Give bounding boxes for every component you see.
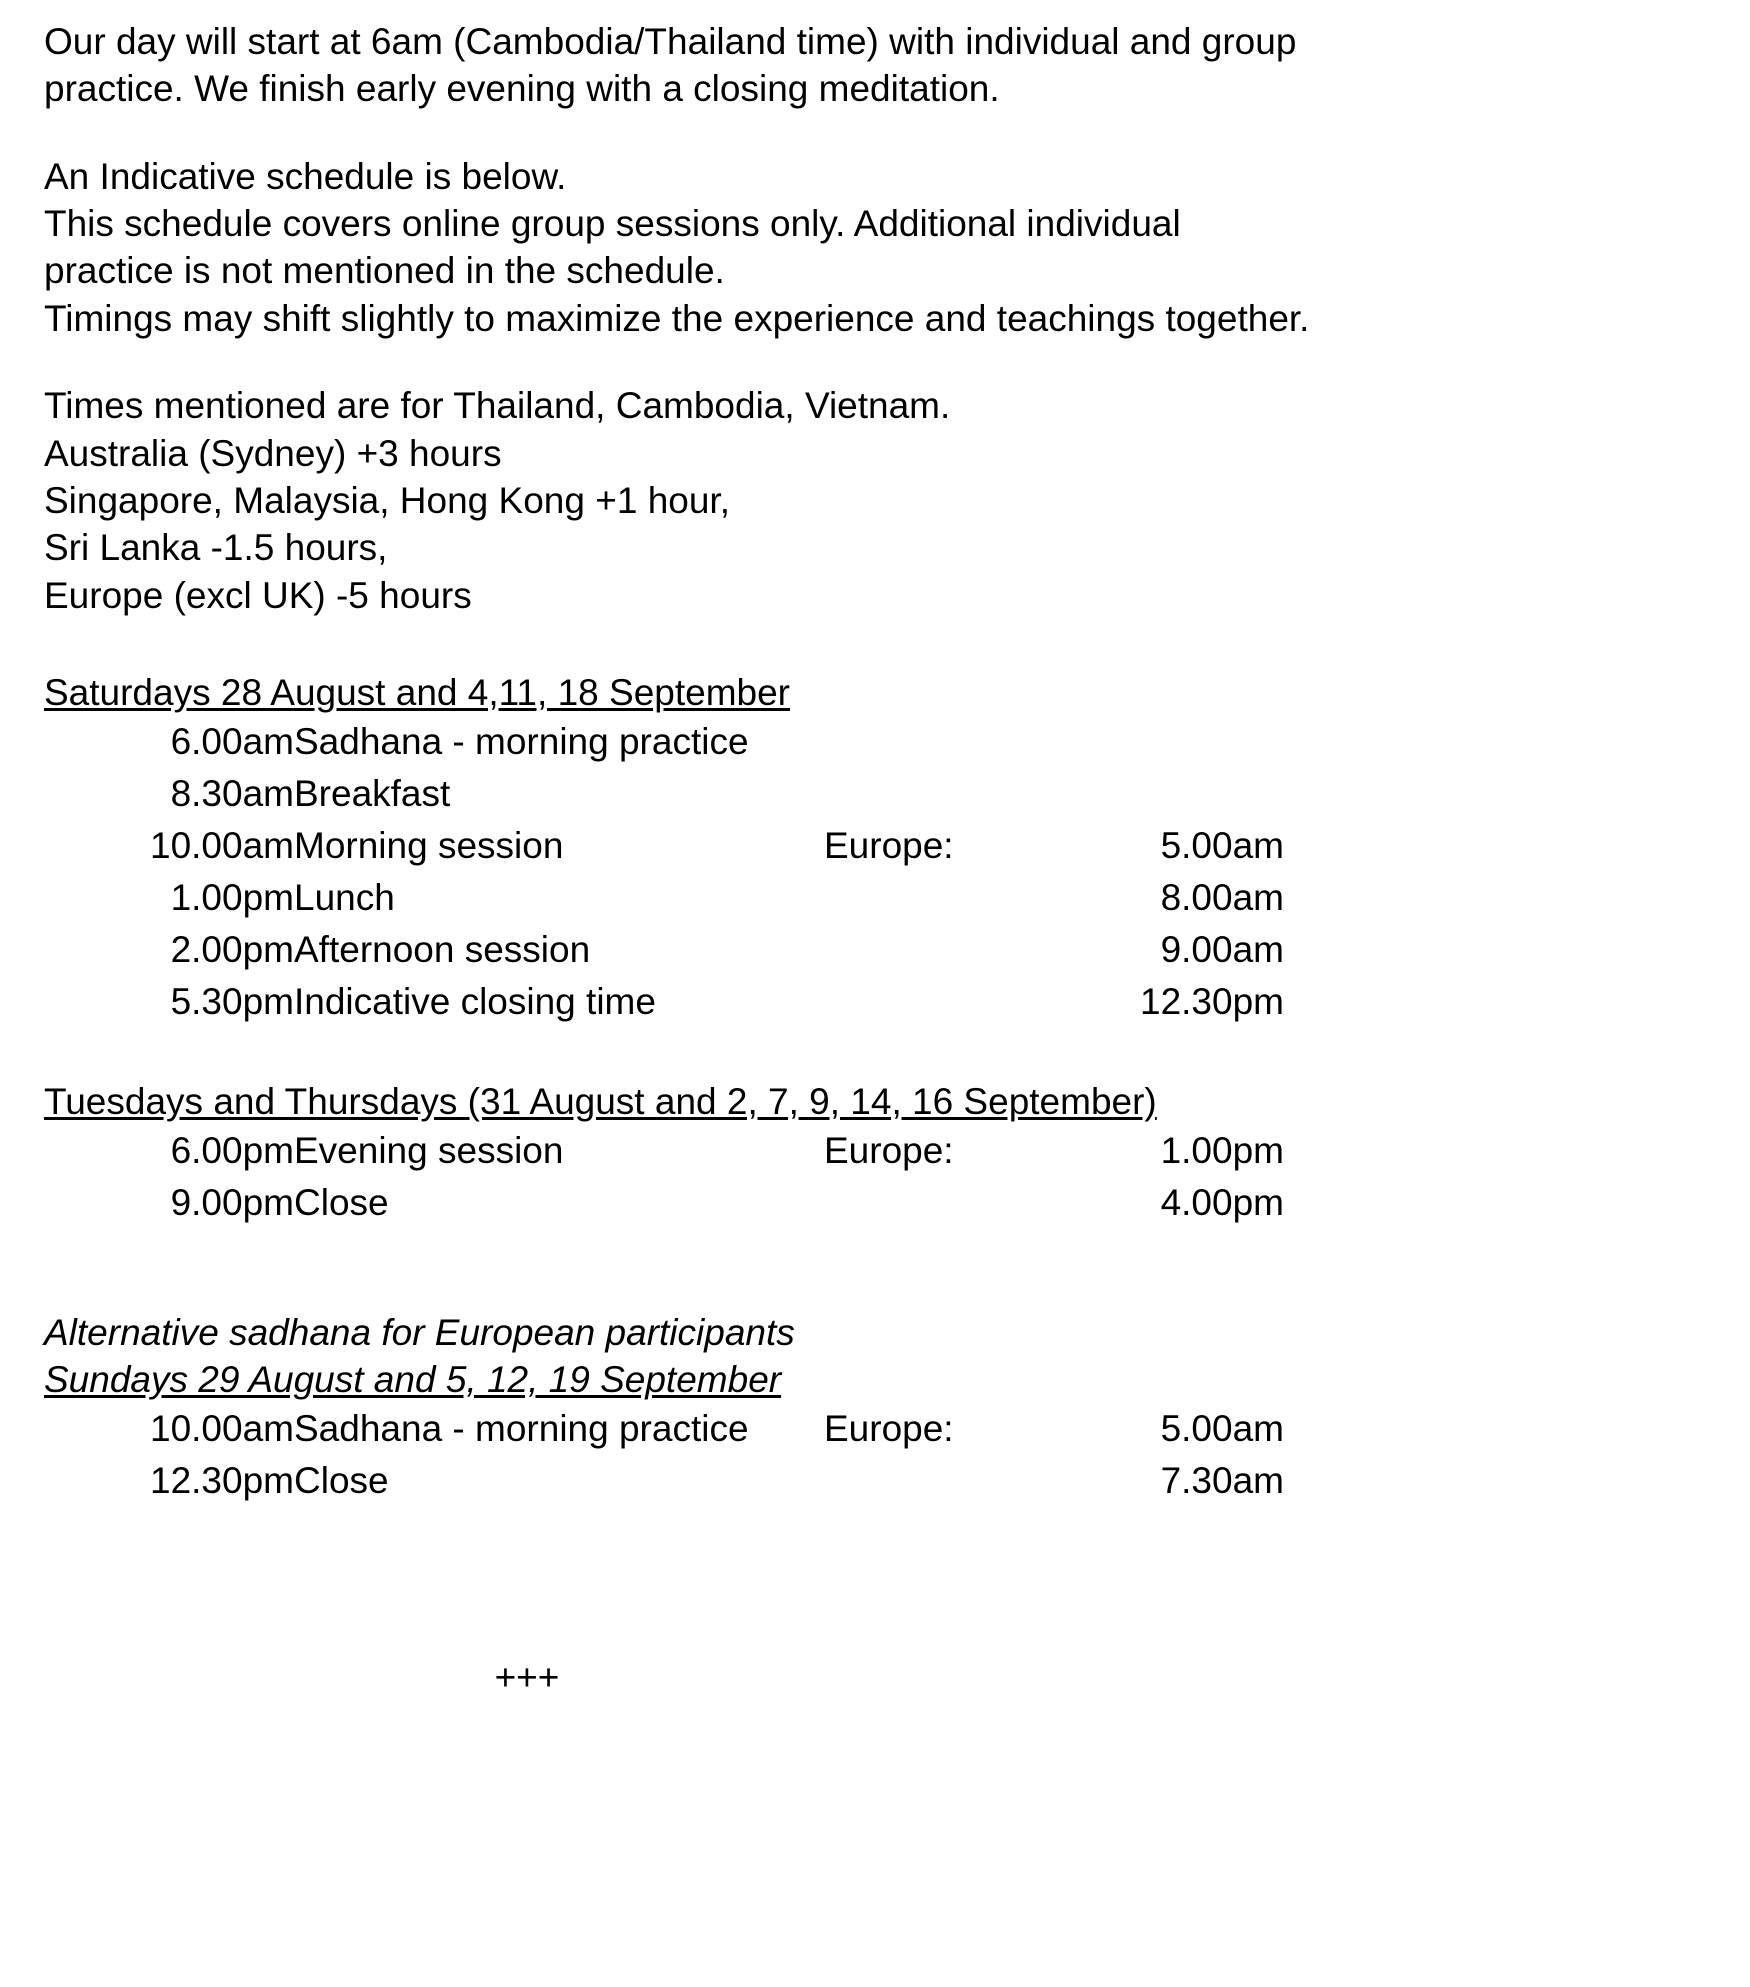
saturdays-heading: Saturdays 28 August and 4,11, 18 September	[44, 671, 790, 713]
alternative-heading-wrap	[44, 1356, 1710, 1403]
row-europe-label	[824, 872, 1054, 924]
row-activity: Morning session	[294, 825, 564, 867]
timezone-line-5: Europe (excl UK) -5 hours	[44, 574, 472, 616]
row-time: 10.00am	[150, 1408, 294, 1450]
saturdays-heading-wrap	[44, 669, 1710, 716]
row-activity: Breakfast	[294, 773, 451, 815]
alternative-schedule-table	[44, 1403, 1284, 1507]
row-europe-label: Europe:	[824, 1408, 954, 1450]
row-europe-label: Europe:	[824, 825, 954, 867]
row-activity: Indicative closing time	[294, 980, 656, 1022]
table-row	[44, 820, 1284, 872]
row-time: 2.00pm	[170, 928, 294, 970]
intro-line-5: practice is not mentioned in the schedule.	[44, 250, 725, 292]
row-activity: Evening session	[294, 1129, 564, 1171]
saturdays-schedule-table	[44, 716, 1284, 1027]
timezone-line-4: Sri Lanka -1.5 hours,	[44, 527, 388, 569]
row-europe-time: 5.00am	[1160, 1408, 1284, 1450]
table-row	[44, 768, 1284, 820]
table-row	[44, 716, 1284, 768]
row-europe-time	[1054, 716, 1284, 768]
table-row	[44, 1455, 1284, 1507]
tuesthurs-schedule-table	[44, 1125, 1284, 1229]
row-time: 10.00am	[150, 825, 294, 867]
tuesthurs-heading-wrap	[44, 1078, 1710, 1125]
timezone-line-3: Singapore, Malaysia, Hong Kong +1 hour,	[44, 479, 730, 521]
row-europe-label	[824, 924, 1054, 976]
intro-line-3: An Indicative schedule is below.	[44, 155, 567, 197]
row-europe-time	[1054, 768, 1284, 820]
table-row	[44, 924, 1284, 976]
row-europe-label	[824, 1455, 1054, 1507]
intro-line-1: Our day will start at 6am (Cambodia/Thailand time) with individual and group	[44, 21, 1297, 62]
row-europe-time: 8.00am	[1160, 876, 1284, 918]
spacer	[44, 1269, 1710, 1309]
row-europe-label	[824, 976, 1054, 1028]
row-europe-time: 12.30pm	[1140, 980, 1284, 1022]
row-time: 12.30pm	[150, 1460, 294, 1502]
row-activity: Sadhana - morning practice	[294, 1408, 749, 1450]
spacer	[44, 1028, 1710, 1068]
row-europe-time: 9.00am	[1160, 928, 1284, 970]
row-activity: Close	[294, 1181, 389, 1223]
row-time: 6.00am	[170, 721, 294, 763]
alternative-note: Alternative sadhana for European participants	[44, 1311, 795, 1353]
spacer	[44, 342, 1710, 382]
row-activity: Sadhana - morning practice	[294, 721, 749, 763]
row-activity: Afternoon session	[294, 928, 591, 970]
row-time: 9.00pm	[170, 1181, 294, 1223]
table-row	[44, 1177, 1284, 1229]
row-europe-label	[824, 1177, 1054, 1229]
row-europe-time: 7.30am	[1160, 1460, 1284, 1502]
table-row	[44, 1125, 1284, 1177]
footer-mark: +++	[494, 1657, 560, 1699]
row-time: 5.30pm	[170, 980, 294, 1022]
alternative-heading: Sundays 29 August and 5, 12, 19 September	[44, 1359, 782, 1401]
tuesthurs-heading: Tuesdays and Thursdays (31 August and 2, 7, 9, 14, 16 September)	[44, 1080, 1157, 1122]
row-europe-time: 5.00am	[1160, 825, 1284, 867]
spacer	[44, 113, 1710, 153]
intro-line-6: Timings may shift slightly to maximize the experience and teachings together.	[44, 297, 1310, 339]
row-europe-time: 4.00pm	[1160, 1181, 1284, 1223]
timezone-line-1: Times mentioned are for Thailand, Cambodia, Vietnam.	[44, 385, 951, 427]
table-row	[44, 976, 1284, 1028]
row-time: 1.00pm	[170, 876, 294, 918]
table-row	[44, 1403, 1284, 1455]
row-europe-time: 1.00pm	[1160, 1129, 1284, 1171]
intro-line-4: This schedule covers online group sessions only. Additional individual	[44, 203, 1181, 245]
spacer	[44, 1229, 1710, 1269]
row-time: 8.30am	[170, 773, 294, 815]
row-europe-label: Europe:	[824, 1129, 954, 1171]
row-europe-label	[824, 768, 1054, 820]
row-time: 6.00pm	[170, 1129, 294, 1171]
row-activity: Lunch	[294, 876, 395, 918]
timezone-line-2: Australia (Sydney) +3 hours	[44, 432, 502, 474]
table-row	[44, 872, 1284, 924]
spacer	[44, 619, 1710, 659]
intro-line-2: practice. We finish early evening with a closing meditation.	[44, 68, 1000, 110]
row-activity: Close	[294, 1460, 389, 1502]
row-europe-label	[824, 716, 1054, 768]
